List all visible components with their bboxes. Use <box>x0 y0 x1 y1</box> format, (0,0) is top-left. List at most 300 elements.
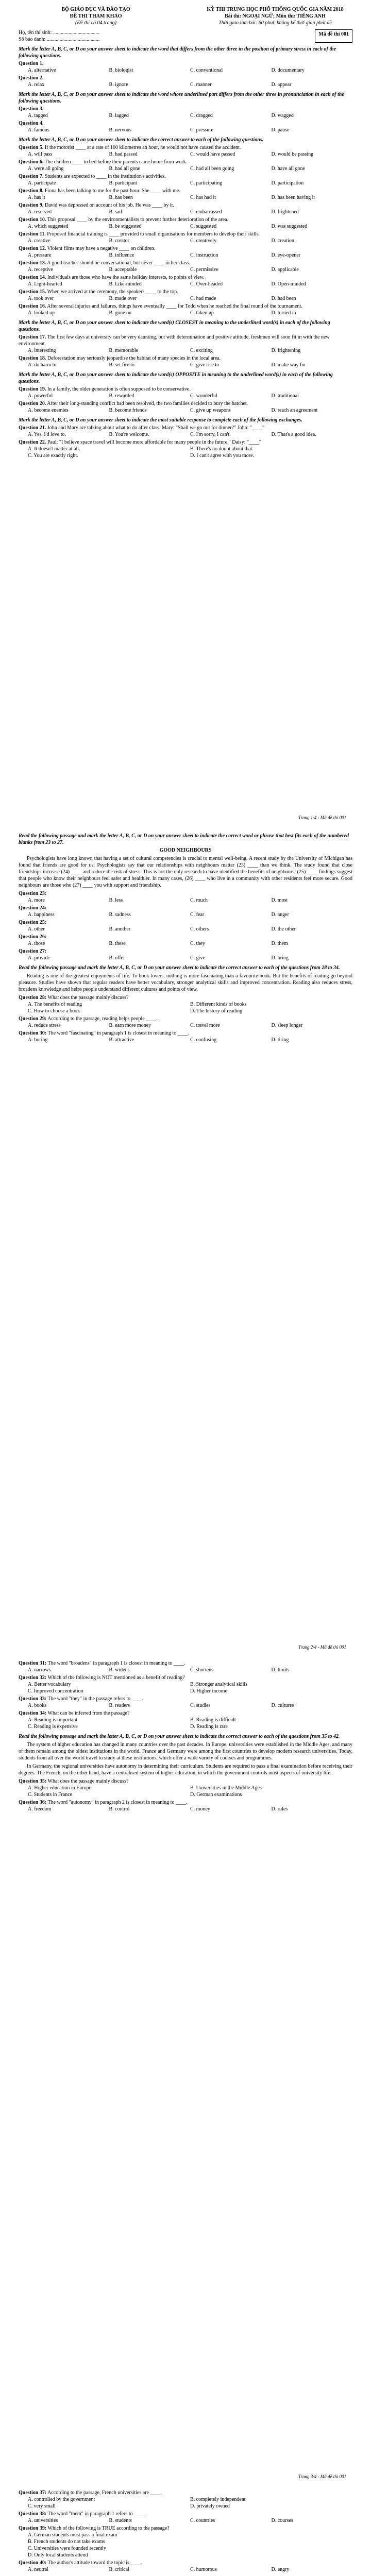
answer-option[interactable]: A. powerful <box>28 393 53 399</box>
answer-option[interactable]: B. had passed <box>109 151 138 157</box>
answer-option[interactable]: D. anger <box>271 912 289 918</box>
answer-option[interactable]: C. very small <box>28 2503 56 2509</box>
answer-options <box>28 2496 352 2510</box>
question <box>19 934 352 940</box>
answer-option[interactable]: C. much <box>190 897 208 903</box>
question-list <box>19 386 352 414</box>
answer-options <box>28 238 352 244</box>
instruction: Mark the letter A, B, C, or D on your answer sheet to indicate the correct answer to each of the following questions. <box>19 137 264 143</box>
question <box>19 216 352 223</box>
answer-option[interactable]: B. widens <box>109 1667 130 1673</box>
answer-option[interactable]: D. the other <box>271 926 296 932</box>
answer-option[interactable]: D. German examinations <box>190 1792 242 1798</box>
answer-option[interactable]: B. attractive <box>109 1037 134 1043</box>
question-number: Question 11. <box>19 231 46 237</box>
answer-option[interactable]: A. were all going <box>28 166 64 172</box>
answer-options <box>28 2532 352 2558</box>
answer-option[interactable]: C. dragged <box>190 113 213 118</box>
answer-option[interactable]: D. rules <box>271 1806 288 1812</box>
candidate-name: Họ, tên thí sinh: .................................... <box>19 30 99 36</box>
answer-option[interactable]: A. famous <box>28 127 49 133</box>
question-number: Question 29: <box>19 1016 47 1022</box>
answer-option[interactable]: A. provide <box>28 955 50 961</box>
answer-options <box>28 362 352 368</box>
answer-option[interactable]: C. How to choose a book <box>28 1008 80 1014</box>
answer-option[interactable]: C. exciting <box>190 348 213 353</box>
question-stem: What does the passage mainly discuss? <box>47 1778 129 1784</box>
question-stem: According to the passage, reading helps people ____. <box>47 1016 158 1022</box>
answer-option[interactable]: B. critical <box>109 2567 129 2572</box>
answer-option[interactable]: C. Students in France <box>28 1792 73 1798</box>
answer-option[interactable]: B. had all gone <box>109 166 141 172</box>
answer-option[interactable]: D. applicable <box>271 267 299 273</box>
question <box>19 188 352 194</box>
answer-option[interactable]: B. students <box>109 2518 132 2523</box>
question-number: Question 5. <box>19 145 44 150</box>
answer-options <box>28 81 352 88</box>
answer-option[interactable]: C. they <box>190 941 205 946</box>
answer-option[interactable]: D. would be passing <box>271 151 314 157</box>
answer-option[interactable]: A. took over <box>28 296 54 301</box>
question-stem: The children ____ to bed before their parents came home from work. <box>44 159 188 165</box>
answer-option[interactable]: A. It doesn't matter at all. <box>28 446 80 452</box>
answer-option[interactable]: A. freedom <box>28 1806 52 1812</box>
answer-option[interactable]: B. become friends <box>109 408 147 413</box>
answer-option[interactable]: C. You are exactly right. <box>28 453 78 459</box>
answer-option[interactable]: B. gone on <box>109 310 132 316</box>
question-number: Question 39: <box>19 2526 47 2531</box>
answer-option[interactable]: D. wagged <box>271 113 294 118</box>
answer-options <box>28 1037 352 1043</box>
answer-option[interactable]: B. participant <box>109 180 137 186</box>
answer-option[interactable]: C. studies <box>190 1703 211 1708</box>
answer-option[interactable]: D. eye-opener <box>271 252 301 258</box>
answer-option[interactable]: B. Stronger analytical skills <box>190 1682 248 1687</box>
answer-option[interactable]: A. alternative <box>28 67 56 73</box>
answer-option[interactable]: D. Higher income <box>190 1688 227 1694</box>
question-number: Question 16. <box>19 303 46 309</box>
answer-options <box>28 310 352 316</box>
answer-option[interactable]: A. reserved <box>28 209 52 215</box>
answer-option[interactable]: D. appear <box>271 82 292 88</box>
answer-options <box>28 347 352 354</box>
question-stem: Paul: "I believe space travel will become more affordable for many people in the future." Daisy: "____" <box>47 439 262 445</box>
answer-option[interactable]: B. There's no doubt about that. <box>190 446 254 452</box>
answer-option[interactable]: B. nervous <box>109 127 131 133</box>
question <box>19 439 352 446</box>
answer-options <box>28 194 352 201</box>
answer-option[interactable]: D. Only local students attend <box>28 2552 88 2558</box>
answer-option[interactable]: D. traditional <box>271 393 299 399</box>
answer-option[interactable]: C. travel more <box>190 1023 220 1028</box>
answer-option[interactable]: A. German students must pass a final exam <box>28 2532 117 2538</box>
question <box>19 919 352 926</box>
answer-options <box>28 127 352 133</box>
question <box>19 75 352 81</box>
question <box>19 905 352 911</box>
question-number: Question 17. <box>19 334 46 340</box>
answer-option[interactable]: B. be suggested <box>109 224 142 229</box>
question <box>19 1674 352 1681</box>
answer-option[interactable]: C. wonderful <box>190 393 217 399</box>
question-number: Question 23: <box>19 891 47 896</box>
answer-option[interactable]: C. countries <box>190 2518 215 2523</box>
answer-option[interactable]: D. participation <box>271 180 304 186</box>
answer-option[interactable]: B. rewarded <box>109 393 134 399</box>
answer-option[interactable]: D. reach an agreement <box>271 408 318 413</box>
question-number: Question 18. <box>19 355 46 361</box>
answer-option[interactable]: D. privately owned <box>190 2503 230 2509</box>
instruction: Read the following passage and mark the letter A, B, C, or D on your answer sheet to indicate the correct word or phrase that best fits each of the numbered blanks from 23 to 27. <box>19 833 349 845</box>
question-stem: When we arrived at the ceremony, the speakers ____ to the top. <box>47 289 178 295</box>
answer-option[interactable]: B. sadness <box>109 912 131 918</box>
passage: Psychologists have long known that having a set of cultural competencies is crucial to mental well-being. A recent study by the University of Michigan has found that friends are good for us. Psychologists say that our relationships with neighbours matter (23) ____ than we think. The study found that close friendships increase (24) ____ and reduce the risk of stress. This is not the only research to have identified the benefits of neighbours: (25) ____ findings suggest that people who know their neighbours feel safer and healthier. In many cases, (26) ____ who live in a community with other residents feel more secure. Good neighbours are those who (27) ____ you with support and friendship. <box>19 856 352 888</box>
answer-option[interactable]: C. participating <box>190 180 223 186</box>
question <box>19 106 352 112</box>
answer-options <box>28 955 352 961</box>
instruction: Read the following passage and mark the letter A, B, C, or D on your answer sheet to indicate the correct answer to each of the questions from 28 to 34. <box>19 965 340 971</box>
instruction: Mark the letter A, B, C, or D on your answer sheet to indicate the word(s) CLOSEST in meaning to the underlined word(s) in each of the following questions. <box>19 320 330 332</box>
answer-option[interactable]: D. That's a good idea. <box>271 432 316 437</box>
answer-option[interactable]: A. will pass <box>28 151 53 157</box>
answer-option[interactable]: C. would have passed <box>190 151 235 157</box>
question-stem: The word "fascinating" in paragraph 1 is closest in meaning to ____. <box>47 1030 190 1036</box>
question-number: Question 12. <box>19 246 46 251</box>
question-number: Question 33: <box>19 1696 47 1702</box>
question-number: Question 36: <box>19 1800 47 1805</box>
answer-option[interactable]: A. Yes, I'd love to. <box>28 432 66 437</box>
answer-options <box>28 165 352 172</box>
question-stem: Fiona has been talking to me for the past hour. She ____ with me. <box>44 188 180 194</box>
answer-option[interactable]: A. pressure <box>28 252 52 258</box>
answer-option[interactable]: C. pressure <box>190 127 213 133</box>
question-stem: John and Mary are talking about what to do after class. Mary: "Shall we go out for dinner?" John: "____" <box>47 425 265 431</box>
answer-option[interactable]: B. another <box>109 926 131 932</box>
question <box>19 1030 352 1037</box>
answer-option[interactable]: A. looked up <box>28 310 55 316</box>
answer-option[interactable]: D. most <box>271 897 288 903</box>
question-number: Question 37: <box>19 2490 47 2496</box>
answer-option[interactable]: B. lagged <box>109 113 129 118</box>
answer-option[interactable]: B. made over <box>109 296 137 301</box>
answer-option[interactable]: A. other <box>28 926 45 932</box>
question <box>19 303 352 310</box>
answer-options <box>28 223 352 230</box>
candidate-id: Số báo danh: ......................................... <box>19 37 100 42</box>
answer-option[interactable]: A. boring <box>28 1037 48 1043</box>
answer-option[interactable]: A. has it <box>28 195 45 200</box>
answer-option[interactable]: A. controlled by the government <box>28 2497 95 2502</box>
answer-option[interactable]: C. fear <box>190 912 205 918</box>
question <box>19 260 352 266</box>
answer-option[interactable]: B. acceptable <box>109 267 137 273</box>
exam-code: Mã đề thi 001 <box>315 29 352 43</box>
answer-options <box>28 2517 352 2524</box>
page-footer: Trang 1/4 - Mã đề thi 001 <box>298 815 346 821</box>
question <box>19 1799 352 1806</box>
answer-option[interactable]: C. give rise to <box>190 362 220 368</box>
answer-option[interactable]: D. has been having it <box>271 195 315 200</box>
answer-option[interactable]: B. completely independent <box>190 2497 246 2502</box>
question <box>19 2525 352 2532</box>
answer-option[interactable]: C. give <box>190 955 205 961</box>
answer-option[interactable]: D. Open-minded <box>271 281 306 287</box>
question-stem: Deforestation may seriously jeopardise the habitat of many species in the local area. <box>47 355 221 361</box>
answer-options <box>28 446 352 459</box>
answer-option[interactable]: C. money <box>190 1806 210 1812</box>
question-stem: If the motorist ____ at a rate of 100 kilometres an hour, he would not have caused the accident. <box>44 145 241 150</box>
answer-option[interactable]: A. creative <box>28 238 50 244</box>
question <box>19 355 352 362</box>
answer-option[interactable]: A. those <box>28 941 45 946</box>
answer-option[interactable]: C. shortens <box>190 1667 213 1673</box>
answer-option[interactable]: B. control <box>109 1806 130 1812</box>
answer-option[interactable]: D. tiring <box>271 1037 289 1043</box>
answer-option[interactable]: A. Better vocabulary <box>28 1682 71 1687</box>
exam-title: KỲ THI TRUNG HỌC PHỔ THÔNG QUỐC GIA NĂM 2018 <box>207 7 344 12</box>
question <box>19 994 352 1001</box>
question-stem: In a family, the older generation is often supposed to be conservative. <box>47 386 191 392</box>
question-number: Question 35: <box>19 1778 47 1784</box>
question-stem: Violent films may have a negative ____ on children. <box>47 246 156 251</box>
answer-option[interactable]: D. Reading is rare <box>190 1724 228 1730</box>
question <box>19 1660 352 1667</box>
answer-option[interactable]: B. readers <box>109 1703 130 1708</box>
answer-option[interactable]: C. give up weapons <box>190 408 231 413</box>
answer-options <box>28 926 352 933</box>
answer-option[interactable]: A. become enemies <box>28 408 69 413</box>
question-number: Question 40: <box>19 2560 47 2566</box>
instruction: Mark the letter A, B, C, or D on your answer sheet to indicate the word whose underlined part differs from the other three in pronunciation in each of the following questions. <box>19 92 344 104</box>
answer-option[interactable]: D. was suggested <box>271 224 308 229</box>
answer-option[interactable]: D. angry <box>271 2567 290 2572</box>
answer-option[interactable]: B. Like-minded <box>109 281 142 287</box>
answer-option[interactable]: B. French students do not take exams <box>28 2539 105 2545</box>
question-number: Question 9. <box>19 202 44 208</box>
question <box>19 202 352 209</box>
answer-option[interactable]: A. Higher education in Europe <box>28 1785 92 1791</box>
answer-option[interactable]: B. earn more money <box>109 1023 151 1028</box>
answer-option[interactable]: B. influence <box>109 252 134 258</box>
answer-option[interactable]: B. set fire to <box>109 362 134 368</box>
answer-option[interactable]: C. manner <box>190 82 212 88</box>
question-stem: Which of the following is NOT mentioned as a benefit of reading? <box>47 1675 185 1681</box>
candidate-row <box>19 29 352 43</box>
answer-option[interactable]: D. sleep longer <box>271 1023 303 1028</box>
answer-options <box>28 1022 352 1029</box>
question <box>19 2489 352 2496</box>
question-list <box>19 994 352 1043</box>
ministry-name: BỘ GIÁO DỤC VÀ ĐÀO TẠO <box>61 7 130 12</box>
answer-option[interactable]: A. reduce stress <box>28 1023 61 1028</box>
answer-options <box>28 1667 352 1673</box>
question-stem: Which of the following is TRUE according to the passage? <box>47 2526 170 2531</box>
question <box>19 1778 352 1785</box>
answer-option[interactable]: A. books <box>28 1703 47 1708</box>
answer-option[interactable]: B. You're welcome. <box>109 432 149 437</box>
instruction: Read the following passage and mark the letter A, B, C, or D on your answer sheet to indicate the correct answer to each of the questions from 35 to 42. <box>19 1734 340 1739</box>
answer-option[interactable]: D. have all gone <box>271 166 306 172</box>
question-number: Question 8. <box>19 188 44 194</box>
answer-option[interactable]: D. them <box>271 941 288 946</box>
answer-option[interactable]: D. frightened <box>271 209 299 215</box>
passage: Reading is one of the greatest enjoyments of life. To book-lovers, nothing is more fascinating than a favourite book. But the benefits of reading go beyond pleasure. Studies have shown that regular readers have better vocabulary, stronger analytical skills and improved concentration. Reading also reduces stress, broadens knowledge and helps people understand different cultures and points of view. <box>19 973 352 992</box>
answer-option[interactable]: B. creator <box>109 238 129 244</box>
question-stem: The author's attitude toward the topic is ____. <box>47 2560 142 2566</box>
answer-option[interactable]: D. pause <box>271 127 290 133</box>
question-number: Question 38: <box>19 2511 47 2517</box>
question-number: Question 27: <box>19 948 47 954</box>
question-stem: The word "them" in paragraph 1 refers to ____. <box>47 2511 146 2517</box>
question-stem: What can be inferred from the passage? <box>47 1710 130 1716</box>
question-stem: The first few days at university can be very daunting, but with determination and positive attitude, freshmen will soon fit in with the new environment. <box>19 334 330 347</box>
answer-option[interactable]: C. Reading is expensive <box>28 1724 78 1730</box>
answer-option[interactable]: A. neutral <box>28 2567 48 2572</box>
answer-options <box>28 911 352 918</box>
answer-option[interactable]: C. permissive <box>190 267 218 273</box>
question-number: Question 21. <box>19 425 46 431</box>
question-stem: A good teacher should be conversational, but never ____ in her class. <box>47 260 190 266</box>
answer-option[interactable]: D. frightening <box>271 348 301 353</box>
question-stem: The word "autonomy" in paragraph 2 is closest in meaning to ____. <box>47 1800 188 1805</box>
answer-option[interactable]: D. turned in <box>271 310 296 316</box>
answer-options <box>28 1785 352 1798</box>
instruction: Mark the letter A, B, C, or D on your answer sheet to indicate the word that differs from the other three in the position of primary stress in each of the following questions. <box>19 46 336 59</box>
question-stem: What does the passage mainly discuss? <box>47 995 129 1001</box>
question-stem: Proposed financial training is ____ provided to small organisations for members to develop their skills. <box>47 231 260 237</box>
answer-options <box>28 209 352 215</box>
answer-option[interactable]: C. instruction <box>190 252 218 258</box>
answer-option[interactable]: B. offer <box>109 955 125 961</box>
answer-option[interactable]: B. ignore <box>109 82 128 88</box>
answer-option[interactable]: B. sad <box>109 209 122 215</box>
answer-option[interactable]: C. confusing <box>190 1037 217 1043</box>
answer-option[interactable]: C. Improved concentration <box>28 1688 83 1694</box>
answer-option[interactable]: A. participate <box>28 180 56 186</box>
answer-option[interactable]: D. creation <box>271 238 294 244</box>
question-number: Question 6. <box>19 159 44 165</box>
answer-option[interactable]: D. make way for <box>271 362 306 368</box>
answer-option[interactable]: A. universities <box>28 2518 58 2523</box>
answer-option[interactable]: C. others <box>190 926 209 932</box>
answer-option[interactable]: A. narrows <box>28 1667 51 1673</box>
answer-option[interactable]: B. these <box>109 941 126 946</box>
answer-option[interactable]: C. I'm sorry, I can't. <box>190 432 231 437</box>
passage: In Germany, the regional universities have autonomy in determining their curriculum. Students are required to pass a final examination before receiving their degrees. The French, on the other hand, have a centralised system of higher education, in which the government controls most aspects of university life. <box>19 1764 352 1776</box>
question <box>19 173 352 180</box>
answer-options <box>28 295 352 302</box>
question-stem: After their long-standing conflict had been resolved, the two families decided to bury the hatchet. <box>47 401 248 406</box>
answer-option[interactable]: D. The history of reading <box>190 1008 243 1014</box>
answer-option[interactable]: B. Reading is difficult <box>190 1717 236 1723</box>
answer-option[interactable]: A. receptive <box>28 267 53 273</box>
question <box>19 231 352 238</box>
answer-option[interactable]: C. taken up <box>190 310 214 316</box>
page-2 <box>19 829 352 1654</box>
answer-option[interactable]: D. documentary <box>271 67 305 73</box>
question-number: Question 4. <box>19 121 44 126</box>
instruction: Mark the letter A, B, C, or D on your answer sheet to indicate the word(s) OPPOSITE in meaning to the underlined word(s) in each of the following questions. <box>19 372 333 384</box>
answer-options <box>28 2566 352 2573</box>
question-stem: The word "broadens" in paragraph 1 is closest in meaning to ____. <box>47 1660 185 1666</box>
answer-option[interactable]: A. happiness <box>28 912 55 918</box>
answer-options <box>28 252 352 259</box>
answer-option[interactable]: A. Reading is important <box>28 1717 78 1723</box>
answer-option[interactable]: C. conventional <box>190 67 223 73</box>
question <box>19 1015 352 1022</box>
question-list <box>19 60 352 88</box>
answer-option[interactable]: C. had made <box>190 296 216 301</box>
question <box>19 120 352 127</box>
page-1 <box>19 0 352 824</box>
answer-option[interactable]: B. Universities in the Middle Ages <box>190 1785 262 1791</box>
answer-option[interactable]: A. The benefits of reading <box>28 1002 82 1007</box>
answer-option[interactable]: C. had all been going <box>190 166 234 172</box>
page-count: (Đề thi có 04 trang) <box>75 20 116 26</box>
answer-options <box>28 281 352 287</box>
answer-option[interactable]: D. had been <box>271 296 296 301</box>
answer-option[interactable]: A. relax <box>28 82 45 88</box>
answer-option[interactable]: B. memorable <box>109 348 139 353</box>
answer-option[interactable]: C. Universities were founded recently <box>28 2546 106 2551</box>
answer-option[interactable]: B. Different kinds of books <box>190 1002 247 1007</box>
passage: The system of higher education has changed in many countries over the past decades. In Europe, universities were established in the Middle Ages, and many of them remain among the oldest institutions in the world. France and Germany were among the first countries to develop modern research universities. Today, students from all over the world travel to study at these institutions, which offer a wide variety of courses and programmes. <box>19 1742 352 1761</box>
answer-option[interactable]: C. humorous <box>190 2567 217 2572</box>
answer-option[interactable]: D. bring <box>271 955 289 961</box>
question <box>19 60 352 67</box>
answer-option[interactable]: C. has had it <box>190 195 216 200</box>
answer-option[interactable]: D. cultures <box>271 1703 294 1708</box>
answer-option[interactable]: C. embarrassed <box>190 209 222 215</box>
answer-option[interactable]: D. limits <box>271 1667 290 1673</box>
question-number: Question 34: <box>19 1710 47 1716</box>
answer-option[interactable]: A. more <box>28 897 45 903</box>
question-number: Question 22. <box>19 439 46 445</box>
answer-option[interactable]: A. Light-hearted <box>28 281 62 287</box>
question <box>19 948 352 955</box>
answer-option[interactable]: A. do harm to <box>28 362 57 368</box>
answer-option[interactable]: A. tagged <box>28 113 48 118</box>
question-number: Question 24: <box>19 905 47 911</box>
page-footer: Trang 2/4 - Mã đề thi 001 <box>298 1645 346 1650</box>
question-number: Question 7. <box>19 174 44 179</box>
answer-options <box>28 940 352 947</box>
answer-option[interactable]: C. Over-headed <box>190 281 223 287</box>
question-number: Question 20. <box>19 401 46 406</box>
question <box>19 1710 352 1717</box>
answer-option[interactable]: D. I can't agree with you more. <box>190 453 254 459</box>
question-number: Question 25: <box>19 920 47 925</box>
question-stem: Students are expected to ____ in the institution's activities. <box>44 174 166 179</box>
answer-option[interactable]: B. biologist <box>109 67 133 73</box>
exam-type: ĐỀ THI THAM KHẢO <box>70 13 122 19</box>
question <box>19 1696 352 1702</box>
answer-option[interactable]: C. suggested <box>190 224 217 229</box>
answer-options <box>28 1681 352 1694</box>
answer-option[interactable]: D. courses <box>271 2518 293 2523</box>
question <box>19 159 352 165</box>
answer-option[interactable]: C. creatively <box>190 238 217 244</box>
question <box>19 144 352 151</box>
answer-option[interactable]: A. interesting <box>28 348 56 353</box>
answer-option[interactable]: A. which suggested <box>28 224 69 229</box>
answer-options <box>28 112 352 119</box>
answer-option[interactable]: B. has been <box>109 195 133 200</box>
answer-option[interactable]: B. less <box>109 897 123 903</box>
question <box>19 400 352 407</box>
exam-header <box>19 6 352 26</box>
question-stem: David was depressed on account of his job. He was ____ by it. <box>44 202 174 208</box>
